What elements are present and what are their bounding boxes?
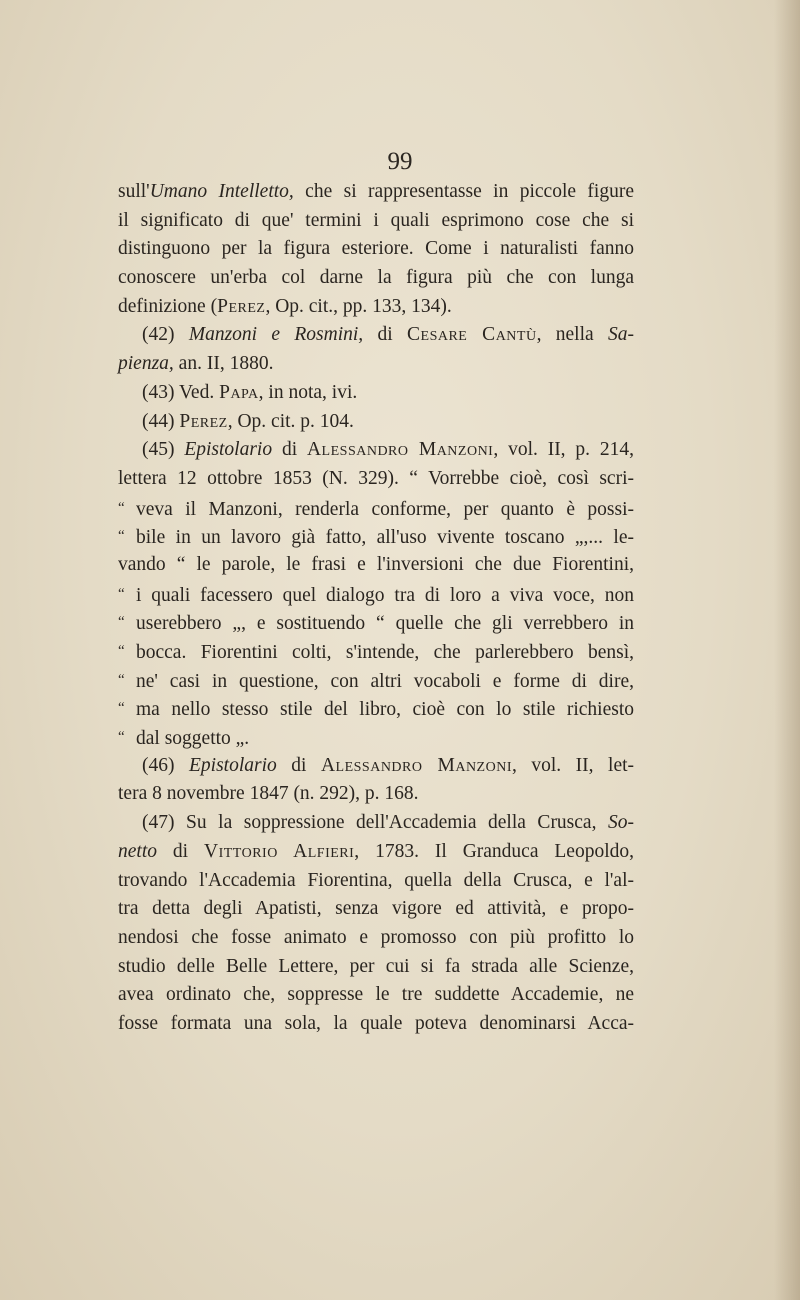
text-segment: (43) Ved. <box>142 381 220 403</box>
italic-text: Umano Intelletto, <box>149 181 294 202</box>
italic-text: Manzoni e Rosmini, <box>188 324 364 346</box>
text-segment: avea ordinato che, soppresse le tre suddette Accademie, ne <box>118 984 634 1006</box>
quote-mark: “ <box>118 671 125 688</box>
text-line <box>118 321 634 350</box>
quote-mark: “ <box>118 643 125 659</box>
text-line <box>118 809 634 838</box>
text-line <box>118 207 634 236</box>
text-segment: di <box>157 840 204 862</box>
text-segment: di <box>363 324 408 346</box>
text-line <box>118 264 634 293</box>
text-segment: (47) Su la soppressione dell'Accademia della Crusca, <box>142 812 608 834</box>
text-segment: (42) <box>142 324 189 346</box>
quote-mark: “ <box>118 614 125 631</box>
text-line <box>118 694 634 723</box>
page-edge-shadow <box>774 0 800 1300</box>
text-segment: , 1783. Il Granduca Leopoldo, <box>354 840 635 862</box>
quote-mark: “ <box>118 499 125 516</box>
text-segment: , in nota, ivi. <box>258 381 358 403</box>
text-segment: di <box>276 754 321 776</box>
text-line <box>118 981 634 1010</box>
text-segment: trovando l'Accademia Fiorentina, quella della Crusca, e l'al- <box>118 869 634 891</box>
text-segment: , vol. II, let- <box>512 754 635 776</box>
small-caps-name: Cesare Cantù <box>407 324 537 346</box>
text-line <box>118 780 634 809</box>
text-segment: , vol. II, p. 214, <box>493 439 634 461</box>
text-line <box>118 895 634 924</box>
text-line <box>118 436 634 465</box>
text-segment: , Op. cit. p. 104. <box>227 410 354 432</box>
text-segment: il significato di que' termini i quali esprimono cose che si <box>118 209 634 231</box>
text-line <box>118 350 634 379</box>
text-line <box>118 580 634 609</box>
text-line <box>118 608 634 637</box>
text-segment: conoscere un'erba col darne la figura più che con lunga <box>118 267 634 289</box>
text-line <box>118 838 634 867</box>
text-line <box>118 494 634 523</box>
page-number: 99 <box>387 148 413 175</box>
quote-mark: “ <box>118 528 125 545</box>
small-caps-name: Perez <box>179 410 228 432</box>
text-line <box>118 924 634 953</box>
text-segment: ma nello stesso stile del libro, cioè con lo stile richiesto <box>136 699 634 721</box>
text-line <box>118 235 634 264</box>
text-segment: studio delle Belle Lettere, per cui si fa strada alle Scienze, <box>118 955 634 977</box>
text-segment: i quali facessero quel dialogo tra di loro a viva voce, non <box>136 584 634 606</box>
italic-text: So- <box>608 812 634 834</box>
text-segment: distinguono per la figura esteriore. Come i naturalisti fanno <box>118 238 634 260</box>
text-segment: bile in un lavoro già fatto, all'uso vivente toscano „,... le- <box>136 527 634 549</box>
text-line <box>118 666 634 695</box>
text-line <box>118 752 634 781</box>
italic-text: Epistolario <box>189 754 277 776</box>
text-segment: , nella <box>536 324 609 346</box>
text-line <box>118 293 634 322</box>
text-segment: userebbero „, e sostituendo “ quelle che gli verrebbero in <box>136 613 634 635</box>
quote-mark: “ <box>118 729 125 746</box>
text-segment: tra detta degli Apatisti, senza vigore ed attività, e propo- <box>118 898 634 920</box>
text-segment: (45) <box>142 439 185 461</box>
text-segment: nendosi che fosse animato e promosso con più profitto lo <box>118 926 634 948</box>
text-line <box>118 522 634 551</box>
text-segment: che si rappresentasse in piccole figure <box>293 181 634 202</box>
italic-text: netto <box>118 840 157 862</box>
text-segment: definizione ( <box>118 295 218 317</box>
text-segment: (46) <box>142 754 189 776</box>
quote-mark: “ <box>118 700 125 717</box>
text-segment: an. II, 1880. <box>173 353 274 375</box>
footnotes-text-block <box>118 178 634 1039</box>
text-segment: vando “ le parole, le frasi e l'inversioni che due Fiorentini, <box>118 553 634 575</box>
text-line <box>118 465 634 494</box>
text-line <box>118 379 634 408</box>
small-caps-name: Alessandro Manzoni <box>306 439 494 461</box>
text-line <box>118 551 634 580</box>
small-caps-name: Vittorio Alfieri <box>204 840 355 862</box>
text-line <box>118 1010 634 1039</box>
text-segment: veva il Manzoni, renderla conforme, per quanto è possi- <box>136 498 634 520</box>
italic-text: pienza, <box>118 353 174 375</box>
text-line <box>118 178 634 207</box>
text-segment: ne' casi in questione, con altri vocaboli e forme di dire, <box>136 670 634 692</box>
small-caps-name: Alessandro Manzoni <box>320 754 512 776</box>
text-line <box>118 723 634 752</box>
text-segment: (44) <box>142 410 180 432</box>
text-segment: , Op. cit., pp. 133, 134). <box>265 295 452 317</box>
text-segment: lettera 12 ottobre 1853 (N. 329). “ Vorrebbe cioè, così scri- <box>118 467 634 489</box>
italic-text: Sa- <box>608 324 635 346</box>
text-segment: di <box>272 439 307 461</box>
text-segment: dal soggetto „. <box>136 728 250 750</box>
small-caps-name: Papa <box>219 381 259 403</box>
quote-mark: “ <box>118 585 125 602</box>
text-line <box>118 867 634 896</box>
small-caps-name: Perez <box>217 295 266 317</box>
text-line <box>118 408 634 437</box>
text-line <box>118 637 634 666</box>
text-line <box>118 953 634 982</box>
italic-text: Epistolario <box>184 439 273 461</box>
text-segment: fosse formata una sola, la quale poteva denominarsi Acca- <box>118 1012 634 1034</box>
text-segment: tera 8 novembre 1847 (n. 292), p. 168. <box>118 783 419 805</box>
text-segment: sull' <box>118 181 150 202</box>
text-segment: bocca. Fiorentini colti, s'intende, che parlerebbero bensì, <box>136 642 634 663</box>
